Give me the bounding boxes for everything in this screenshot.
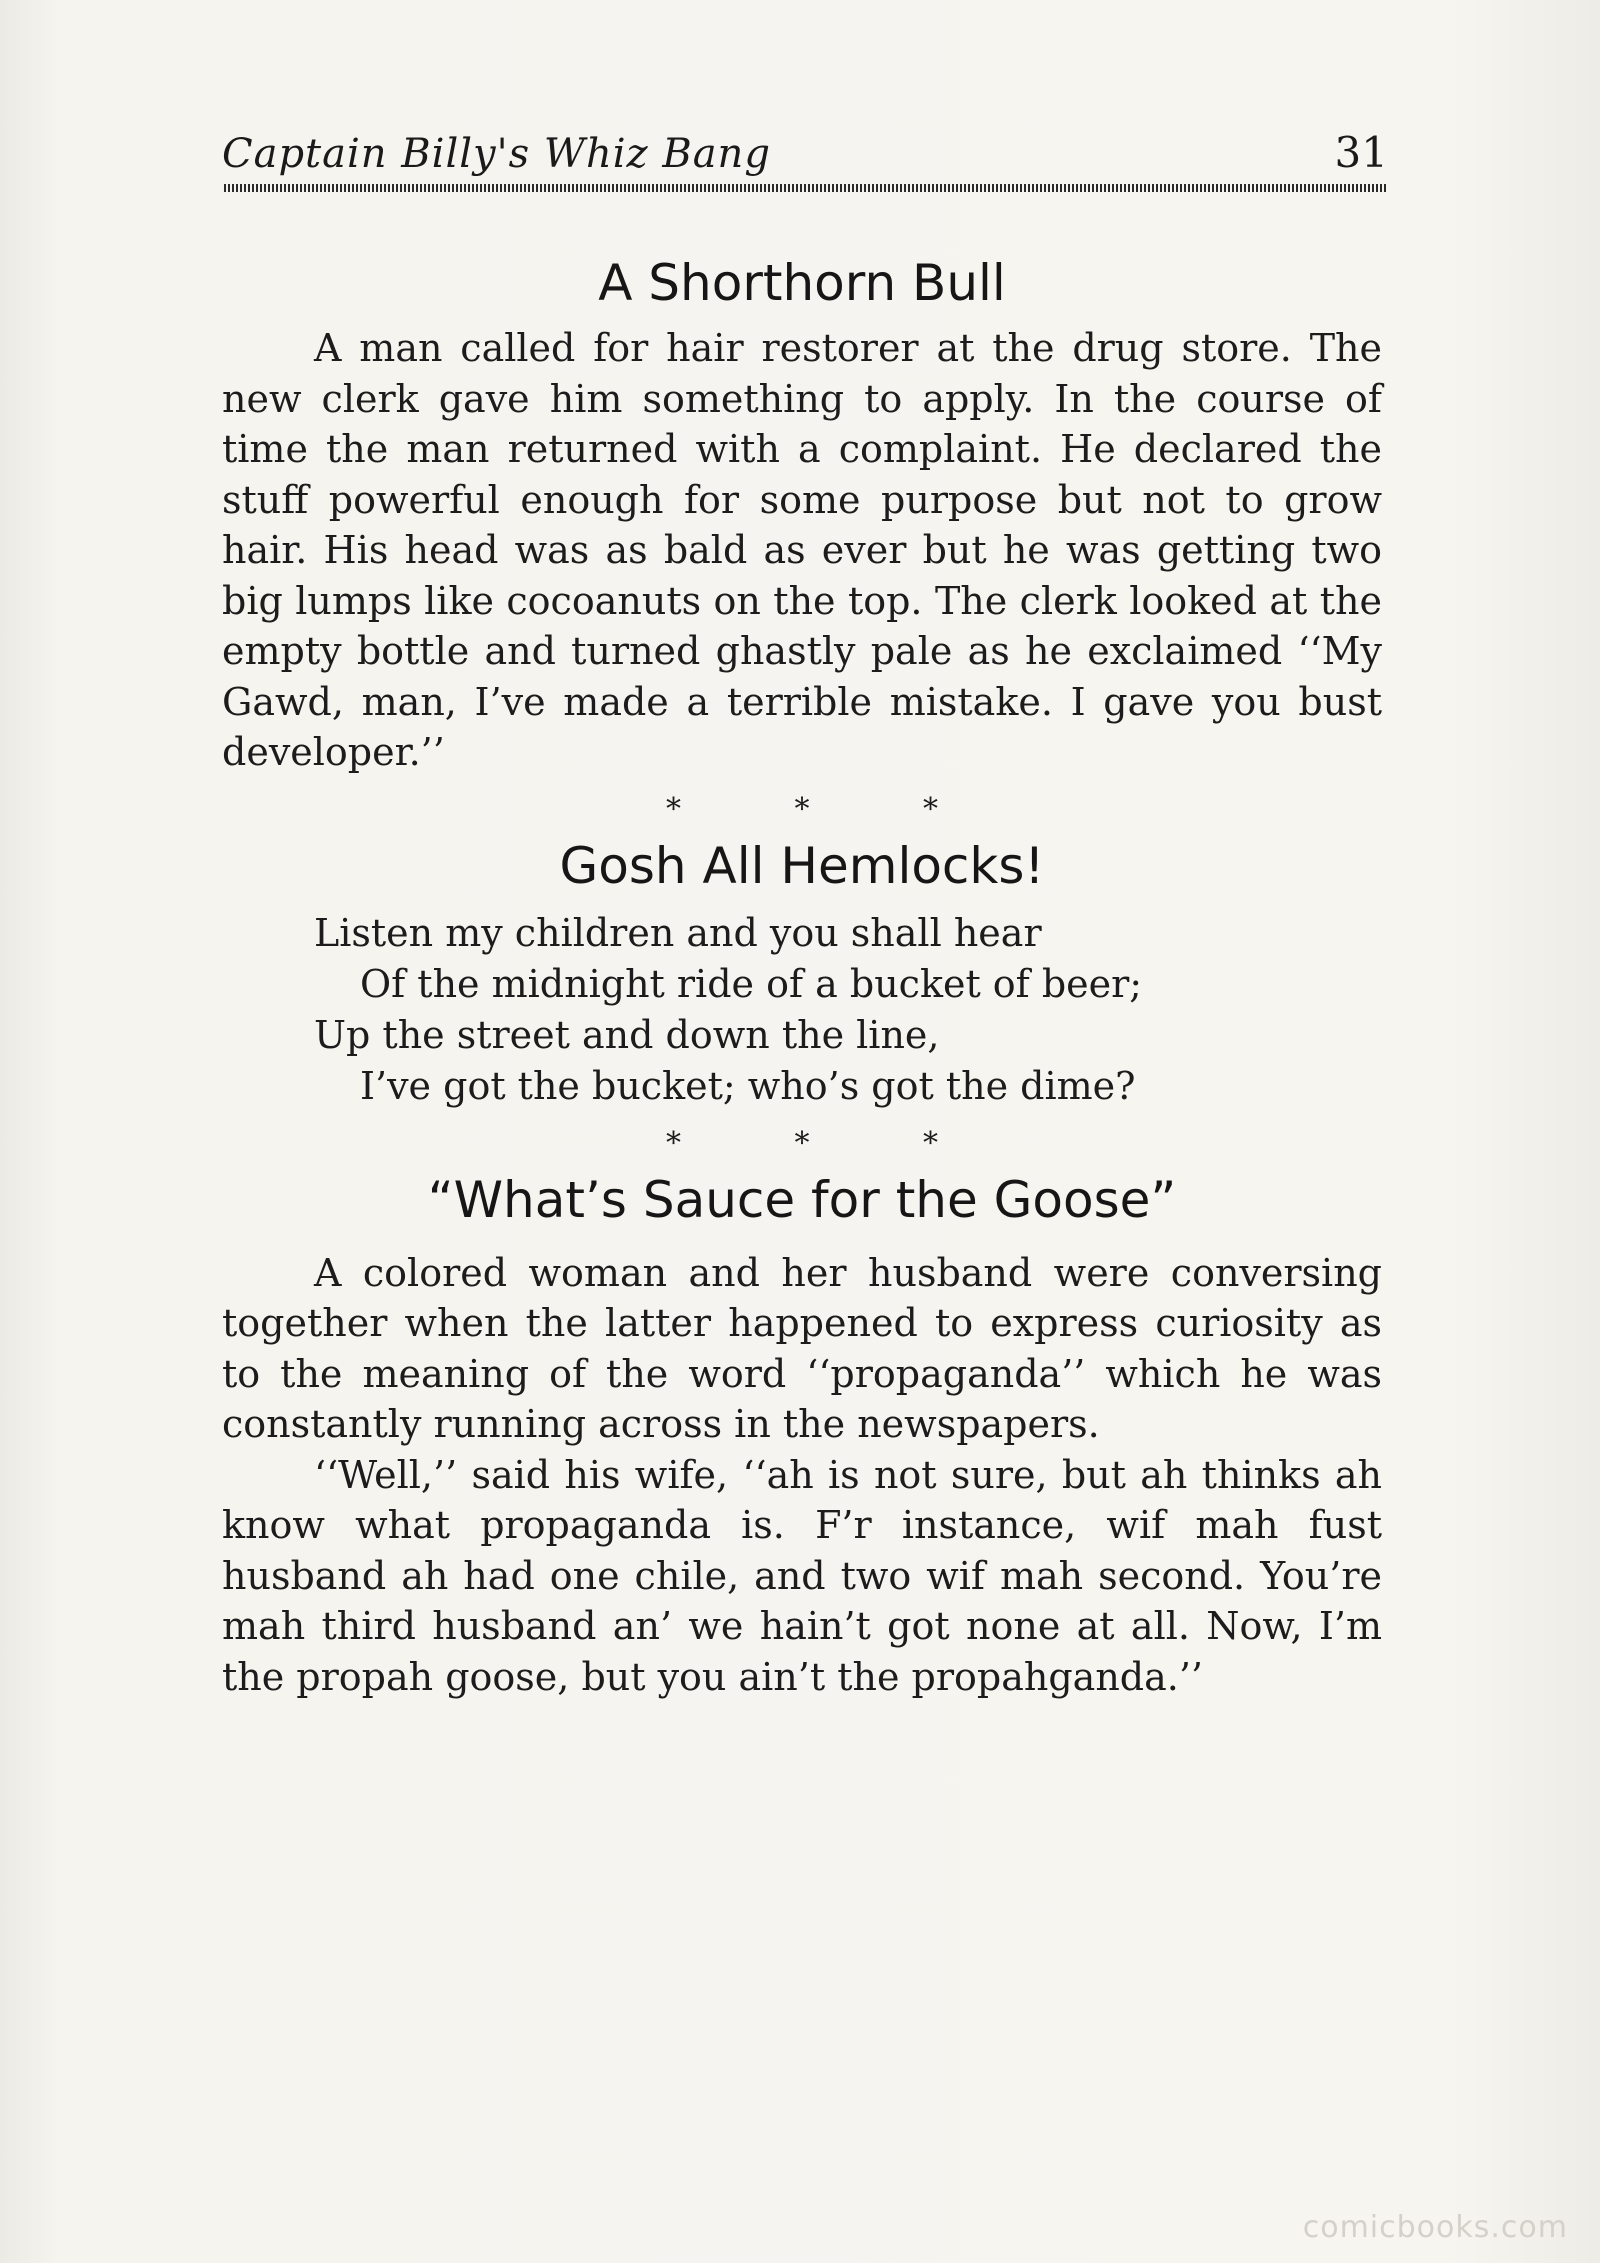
magazine-title: Captain Billy's Whiz Bang <box>222 131 771 177</box>
poem-line: Up the street and down the line, <box>314 1012 940 1057</box>
poem-line: I’ve got the bucket; who’s got the dime? <box>360 1063 1136 1108</box>
article-heading: A Shorthorn Bull <box>598 254 1006 312</box>
article-paragraph: A man called for hair restorer at the drug store. The new clerk gave him something to apply. In the course of time the man returned with a complaint. He declared the stuff powerful enough for some purpose but not to grow hair. His head was as bald as ever but he was getting two big lumps like cocoanuts on the top. The clerk looked at the empty bottle and turned ghastly pale as he exclaimed ‘‘My Gawd, man, I’ve made a terrible mistake. I gave you bust developer.’’ <box>222 326 1382 774</box>
poem <box>314 908 1382 1112</box>
running-header <box>222 128 1388 177</box>
header-rule <box>224 184 1388 192</box>
article-heading: Gosh All Hemlocks! <box>559 836 1045 895</box>
poem-line: Of the midnight ride of a bucket of beer; <box>360 961 1143 1006</box>
watermark: comicbooks.com <box>1302 2210 1568 2245</box>
page-number: 31 <box>1334 128 1388 177</box>
article-paragraph: A colored woman and her husband were conversing together when the latter happened to express curiosity as to the meaning of the word ‘‘propaganda’’ which he was constantly running across in the newspapers. <box>222 1250 1382 1446</box>
article-paragraph: ‘‘Well,’’ said his wife, ‘‘ah is not sure, but ah thinks ah know what propaganda is. F’r instance, wif mah fust husband ah had one chile, and two wif mah second. You’re mah third husband an’ we hain’t got none at all. Now, I’m the propah goose, but you ain’t the propahganda.’’ <box>222 1452 1382 1699</box>
section-separator: * * * <box>665 791 991 827</box>
poem-line: Listen my children and you shall hear <box>314 910 1042 955</box>
article-heading: “What’s Sauce for the Goose” <box>427 1170 1177 1229</box>
section-separator: * * * <box>665 1125 991 1161</box>
page-content <box>222 250 1382 1702</box>
